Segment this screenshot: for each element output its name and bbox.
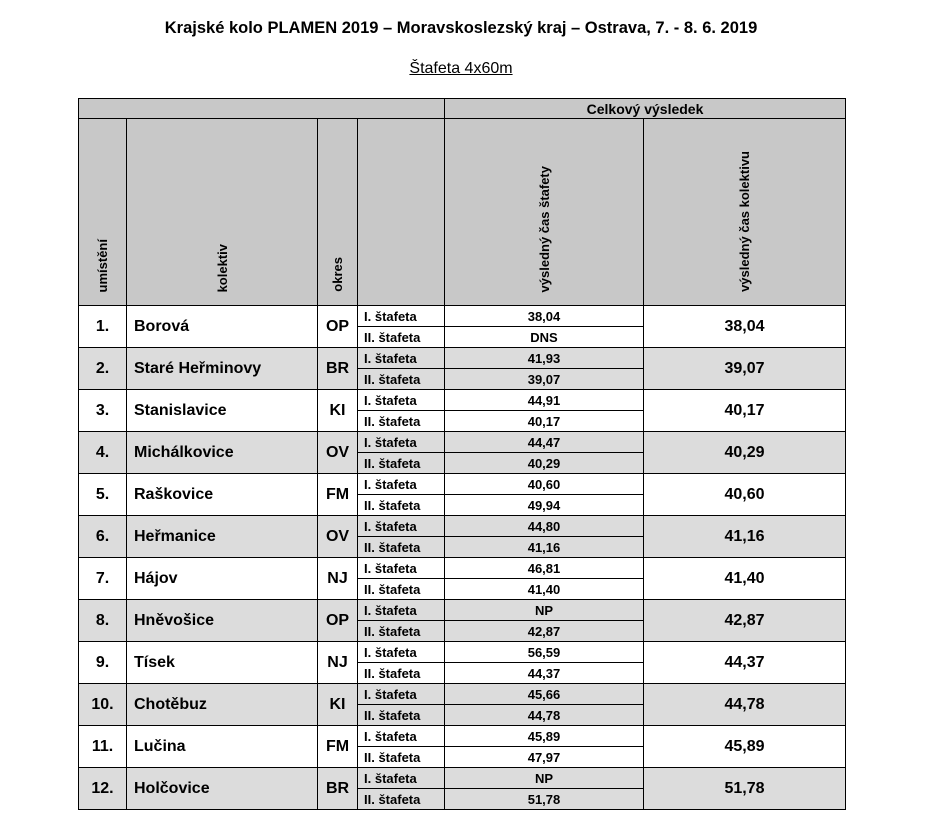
team-cell: Raškovice: [127, 474, 318, 516]
run-label-cell: II. štafeta: [358, 663, 445, 684]
results-table: [78, 98, 846, 810]
run-time-cell: 44,91: [445, 390, 644, 411]
run-label-cell: I. štafeta: [358, 642, 445, 663]
run-label-cell: II. štafeta: [358, 789, 445, 810]
district-cell: NJ: [318, 558, 358, 600]
district-cell: NJ: [318, 642, 358, 684]
district-cell: FM: [318, 726, 358, 768]
table-row: [79, 558, 846, 579]
run-time-cell: 39,07: [445, 369, 644, 390]
team-time-cell: 38,04: [644, 306, 846, 348]
table-row: [79, 516, 846, 537]
team-time-cell: 39,07: [644, 348, 846, 390]
place-cell: 5.: [79, 474, 127, 516]
col-header-relay-time-label: výsledný čas štafety: [536, 165, 552, 292]
run-time-cell: 42,87: [445, 621, 644, 642]
table-row: [79, 390, 846, 411]
run-label-cell: II. štafeta: [358, 495, 445, 516]
run-time-cell: 45,89: [445, 726, 644, 747]
run-label-cell: I. štafeta: [358, 432, 445, 453]
run-label-cell: I. štafeta: [358, 348, 445, 369]
run-label-cell: I. štafeta: [358, 684, 445, 705]
team-cell: Tísek: [127, 642, 318, 684]
col-header-district: [318, 119, 358, 306]
district-cell: OV: [318, 432, 358, 474]
col-header-run-label: [358, 119, 445, 306]
run-time-cell: 41,40: [445, 579, 644, 600]
district-cell: BR: [318, 348, 358, 390]
run-time-cell: 47,97: [445, 747, 644, 768]
team-time-cell: 40,29: [644, 432, 846, 474]
table-row: [79, 600, 846, 621]
col-header-team: [127, 119, 318, 306]
table-row: [79, 306, 846, 327]
run-label-cell: I. štafeta: [358, 768, 445, 789]
run-time-cell: 44,80: [445, 516, 644, 537]
place-cell: 9.: [79, 642, 127, 684]
page-subtitle: Štafeta 4x60m: [409, 60, 513, 77]
team-cell: Stanislavice: [127, 390, 318, 432]
team-cell: Staré Heřminovy: [127, 348, 318, 390]
run-label-cell: I. štafeta: [358, 600, 445, 621]
run-label-cell: I. štafeta: [358, 726, 445, 747]
col-header-relay-time: [445, 119, 644, 306]
district-cell: BR: [318, 768, 358, 810]
run-label-cell: I. štafeta: [358, 390, 445, 411]
run-time-cell: 46,81: [445, 558, 644, 579]
team-cell: Lučina: [127, 726, 318, 768]
run-label-cell: I. štafeta: [358, 558, 445, 579]
page-title: Krajské kolo PLAMEN 2019 – Moravskoslezský kraj – Ostrava, 7. - 8. 6. 2019: [164, 19, 758, 37]
district-cell: OV: [318, 516, 358, 558]
run-time-cell: 44,47: [445, 432, 644, 453]
team-cell: Hněvošice: [127, 600, 318, 642]
group-header-blank: [79, 99, 445, 119]
run-label-cell: II. štafeta: [358, 453, 445, 474]
run-time-cell: 51,78: [445, 789, 644, 810]
run-time-cell: 40,29: [445, 453, 644, 474]
team-cell: Holčovice: [127, 768, 318, 810]
run-time-cell: 40,60: [445, 474, 644, 495]
team-time-cell: 42,87: [644, 600, 846, 642]
run-label-cell: II. štafeta: [358, 327, 445, 348]
run-label-cell: II. štafeta: [358, 537, 445, 558]
run-time-cell: 49,94: [445, 495, 644, 516]
run-time-cell: NP: [445, 768, 644, 789]
place-cell: 1.: [79, 306, 127, 348]
table-row: [79, 642, 846, 663]
team-cell: Chotěbuz: [127, 684, 318, 726]
table-row: [79, 684, 846, 705]
run-label-cell: II. štafeta: [358, 579, 445, 600]
team-time-cell: 40,60: [644, 474, 846, 516]
district-cell: KI: [318, 684, 358, 726]
place-cell: 2.: [79, 348, 127, 390]
run-label-cell: II. štafeta: [358, 621, 445, 642]
place-cell: 4.: [79, 432, 127, 474]
col-header-team-time-label: výsledný čas kolektivu: [737, 151, 752, 292]
place-cell: 6.: [79, 516, 127, 558]
team-time-cell: 40,17: [644, 390, 846, 432]
team-time-cell: 45,89: [644, 726, 846, 768]
table-row: [79, 726, 846, 747]
run-time-cell: 41,93: [445, 348, 644, 369]
district-cell: OP: [318, 306, 358, 348]
team-cell: Hájov: [127, 558, 318, 600]
col-header-place: [79, 119, 127, 306]
run-label-cell: I. štafeta: [358, 306, 445, 327]
col-header-place-label: umístění: [95, 238, 110, 292]
district-cell: OP: [318, 600, 358, 642]
run-label-cell: II. štafeta: [358, 747, 445, 768]
team-time-cell: 41,16: [644, 516, 846, 558]
place-cell: 7.: [79, 558, 127, 600]
table-row: [79, 474, 846, 495]
col-header-district-label: okres: [330, 257, 345, 292]
team-cell: Borová: [127, 306, 318, 348]
run-time-cell: DNS: [445, 327, 644, 348]
run-label-cell: I. štafeta: [358, 516, 445, 537]
run-time-cell: 41,16: [445, 537, 644, 558]
team-time-cell: 51,78: [644, 768, 846, 810]
team-cell: Michálkovice: [127, 432, 318, 474]
col-header-team-label: kolektiv: [214, 243, 230, 292]
run-time-cell: 45,66: [445, 684, 644, 705]
run-time-cell: 40,17: [445, 411, 644, 432]
place-cell: 12.: [79, 768, 127, 810]
run-time-cell: 38,04: [445, 306, 644, 327]
col-header-team-time: [644, 119, 846, 306]
run-label-cell: II. štafeta: [358, 369, 445, 390]
place-cell: 3.: [79, 390, 127, 432]
run-time-cell: 56,59: [445, 642, 644, 663]
run-label-cell: II. štafeta: [358, 705, 445, 726]
column-header-row: [79, 119, 846, 306]
group-header-total-result: Celkový výsledek: [445, 99, 846, 119]
team-time-cell: 41,40: [644, 558, 846, 600]
run-time-cell: NP: [445, 600, 644, 621]
district-cell: KI: [318, 390, 358, 432]
table-row: [79, 348, 846, 369]
district-cell: FM: [318, 474, 358, 516]
run-label-cell: II. štafeta: [358, 411, 445, 432]
run-time-cell: 44,78: [445, 705, 644, 726]
run-label-cell: I. štafeta: [358, 474, 445, 495]
place-cell: 8.: [79, 600, 127, 642]
team-cell: Heřmanice: [127, 516, 318, 558]
table-row: [79, 768, 846, 789]
team-time-cell: 44,78: [644, 684, 846, 726]
team-time-cell: 44,37: [644, 642, 846, 684]
table-row: [79, 432, 846, 453]
place-cell: 10.: [79, 684, 127, 726]
place-cell: 11.: [79, 726, 127, 768]
group-header-row: [79, 99, 846, 119]
run-time-cell: 44,37: [445, 663, 644, 684]
